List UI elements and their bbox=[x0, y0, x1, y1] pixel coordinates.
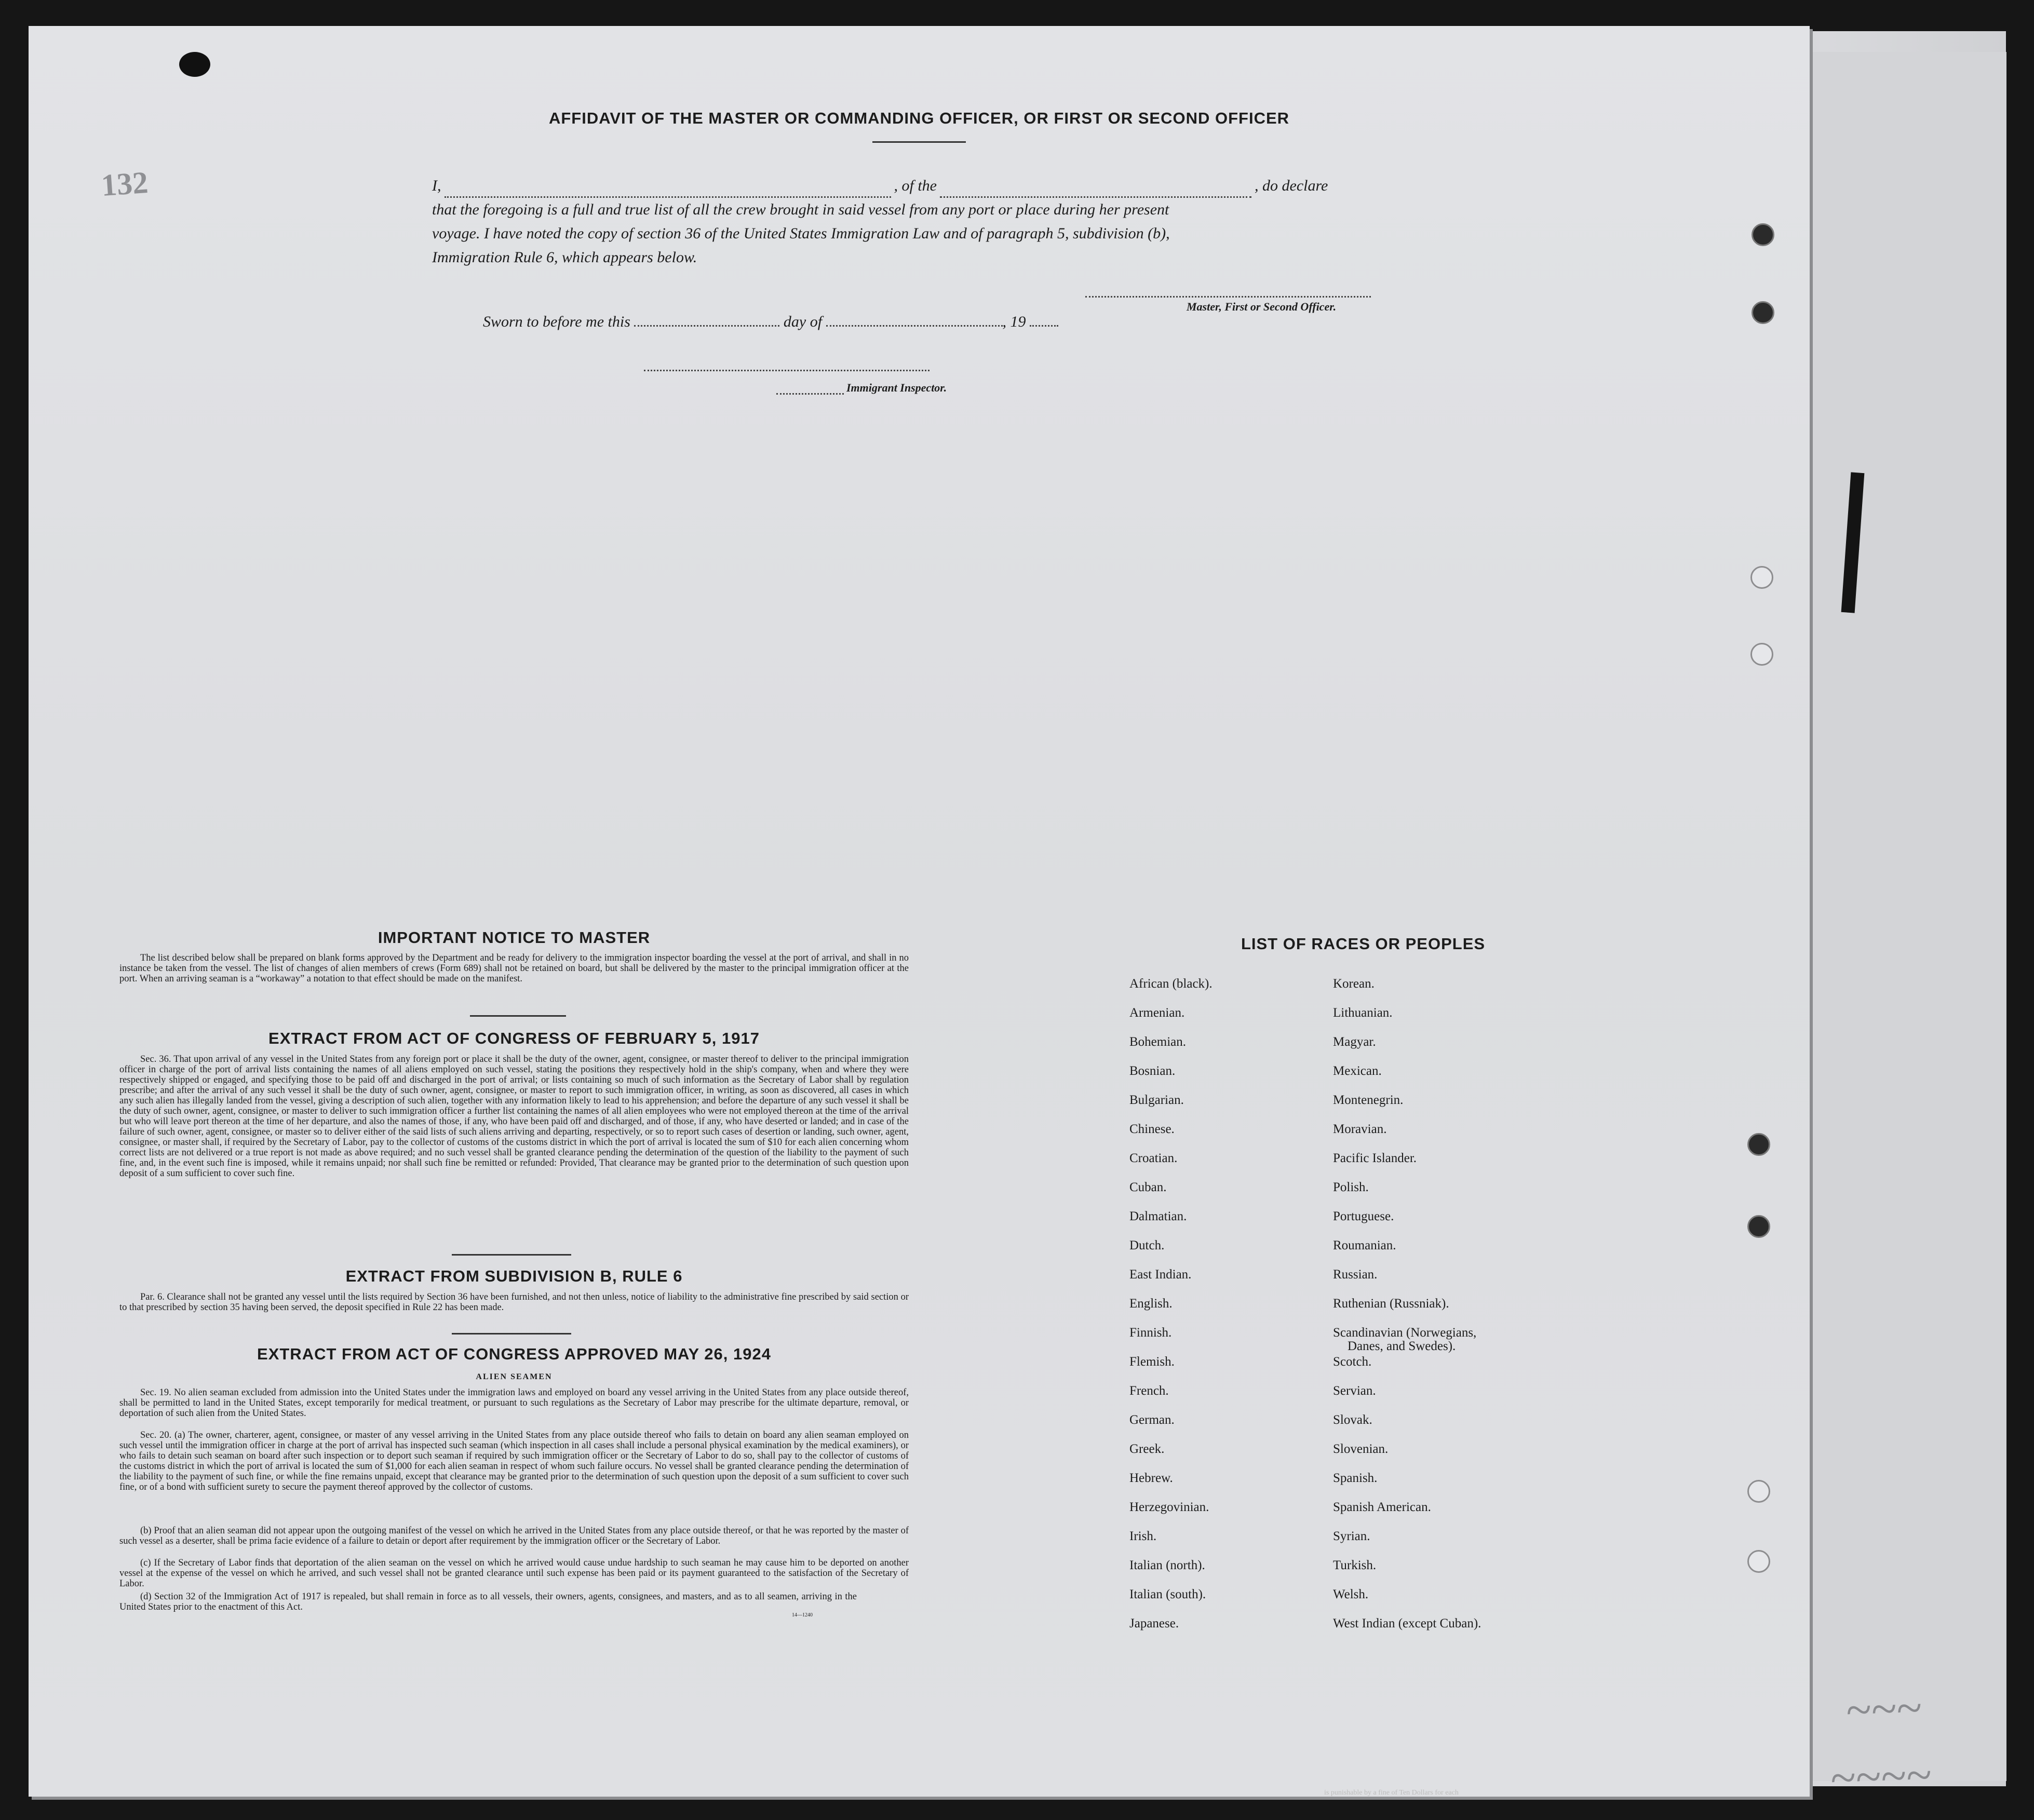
race-item: Mexican. bbox=[1333, 1064, 1382, 1078]
race-item: Dalmatian. bbox=[1129, 1209, 1187, 1223]
sworn-month-field[interactable] bbox=[826, 325, 1003, 327]
race-item: Greek. bbox=[1129, 1442, 1165, 1456]
punch-hole bbox=[1750, 566, 1773, 589]
notice-title: IMPORTANT NOTICE TO MASTER bbox=[378, 928, 651, 947]
race-item: Bosnian. bbox=[1129, 1064, 1176, 1078]
affidavit-line-3: voyage. I have noted the copy of section 36 of the United States Immigration Law and of paragraph 5, subdivision (b), bbox=[432, 225, 1170, 242]
race-item: Polish. bbox=[1333, 1180, 1369, 1194]
extract-1917-title: EXTRACT FROM ACT OF CONGRESS OF FEBRUARY 5, 1917 bbox=[268, 1029, 760, 1047]
extract-1917-text: Sec. 36. That upon arrival of any vessel in the United States from any foreign port or place it shall be the duty of the owner, agent, consignee, or master thereof to deliver to the principal immigration officer in charge of the port of arrival lists containing the names of all aliens employed on such vessel, stating the positions they respectively hold in the ship's company, when and where they were respectively shipped or engaged, and specifying those to be paid off and discharged in the port of arrival; or lists containing so much of such information as the Secretary of Labor shall by regulation prescribe; and after the arrival of any such vessel it shall be the duty of such owner, agent, consignee, or master to report to such immigration officer, in writing, as soon as discovered, all cases in which any such alien has illegally landed from the vessel, giving a description of such alien, together with any information likely to lead to his apprehension; and before the departure of any such vessel it shall be the duty of such owner, agent, consignee, or master to deliver to such immigration officer a further list containing the names of all alien employees who were not employed thereon at the time of the arrival but who will leave port thereon at the time of her departure, and also the names of those, if any, who have been paid off and discharged, and of those, if any, who have deserted or landed; and in case of the failure of such owner, agent, consignee, or master so to deliver either of the said lists of such aliens arriving and departing, respectively, or so to report such cases of desertion or landing, such owner, agent, consignee, or master shall, if required by the Secretary of Labor, pay to the collector of customs of the customs district in which the port of arrival is located the sum of $10 for each alien concerning whom correct lists are not delivered or a true report is not made as above required; and no such vessel shall be granted clearance pending the determination of the question of the liability to the payment of such fine, and, in the event such fine is imposed, while it remains unpaid; nor shall such fine be remitted or refunded: Provided, That clearance may be granted prior to the determination of such question upon deposit of a sum sufficient to cover such fine. bbox=[119, 1054, 909, 1179]
punch-hole bbox=[1750, 643, 1773, 666]
sec20c-text: (c) If the Secretary of Labor finds that deportation of the alien seaman on the vessel on which he arrived would cause undue hardship to such seaman he may cause him to be deported on another vessel at the expense of the vessel on which he arrived, and such vessel shall not be granted clearance until such expense has been paid or its payment guaranteed to the satisfaction of the Secretary of Labor. bbox=[119, 1558, 909, 1589]
year-label: , 19 bbox=[1002, 313, 1026, 330]
race-item: Chinese. bbox=[1129, 1122, 1175, 1136]
rule6-text: Par. 6. Clearance shall not be granted any vessel until the lists required by Section 36 have been furnished, and not then unless, notice of liability to the administrative fine prescribed by said section or to that prescribed by section 35 having been served, the deposit specified in Rule 22 has been made. bbox=[119, 1292, 909, 1313]
race-item: Irish. bbox=[1129, 1529, 1157, 1543]
race-item: English. bbox=[1129, 1297, 1173, 1311]
race-item: Flemish. bbox=[1129, 1355, 1175, 1369]
race-item: Slovak. bbox=[1333, 1413, 1372, 1427]
race-item: Scandinavian (Norwegians, bbox=[1333, 1326, 1477, 1340]
race-item: Montenegrin. bbox=[1333, 1093, 1404, 1107]
inspector-caption: Immigrant Inspector. bbox=[846, 381, 947, 394]
inspector-prefix-line bbox=[776, 393, 844, 395]
races-title: LIST OF RACES OR PEOPLES bbox=[1241, 935, 1486, 953]
sec20a-text: Sec. 20. (a) The owner, charterer, agent, consignee, or master of any vessel arriving in the United States from any place outside thereof who fails to detain on board any alien seaman employed on such vessel until the immigration officer in charge at the port of arrival has inspected such seaman (which inspection in all cases shall include a personal physical examination by the medical examiners), or who fails to detain such seaman on board after such inspection or to deport such seaman if required by such immigration officer or the Secretary of Labor to do so, shall pay to the collector of customs of the customs district in which the port of arrival is located the sum of $1,000 for each alien seaman in respect of whom such failure occurs. No vessel shall be granted clearance pending the determination of the liability to the payment of such fine, or while the fine remains unpaid, except that clearance may be granted prior to the determination of such question upon the deposit of a sum sufficient to cover such fine, or of a bond with sufficient surety to secure the payment thereof approved by the collector of customs. bbox=[119, 1430, 909, 1492]
race-item: Russian. bbox=[1333, 1268, 1378, 1282]
race-item: Roumanian. bbox=[1333, 1238, 1396, 1252]
affidavit-of-the-label: , of the bbox=[894, 177, 937, 194]
rule6-title: EXTRACT FROM SUBDIVISION B, RULE 6 bbox=[345, 1267, 683, 1285]
section-rule-2 bbox=[452, 1254, 571, 1256]
master-caption: Master, First or Second Officer. bbox=[1187, 300, 1337, 313]
punch-hole bbox=[1752, 301, 1774, 324]
race-item: Danes, and Swedes). bbox=[1348, 1339, 1456, 1353]
section-rule-1 bbox=[470, 1015, 566, 1017]
race-item: German. bbox=[1129, 1413, 1175, 1427]
race-item: Italian (north). bbox=[1129, 1558, 1205, 1572]
punch-hole bbox=[1747, 1480, 1770, 1503]
affidavit-body bbox=[432, 174, 1445, 269]
race-item: Ruthenian (Russniak). bbox=[1333, 1297, 1449, 1311]
race-item: Moravian. bbox=[1333, 1122, 1387, 1136]
margin-number: 132 bbox=[100, 165, 150, 203]
race-item: Cuban. bbox=[1129, 1180, 1167, 1194]
affidavit-i-label: I, bbox=[432, 177, 441, 194]
race-item: Croatian. bbox=[1129, 1151, 1178, 1165]
ink-blot bbox=[179, 52, 210, 77]
sworn-day-field[interactable] bbox=[634, 325, 779, 327]
affidavit-title: AFFIDAVIT OF THE MASTER OR COMMANDING OFFICER, OR FIRST OR SECOND OFFICER bbox=[548, 109, 1290, 127]
race-item: Bulgarian. bbox=[1129, 1093, 1184, 1107]
form-number: 14—1240 bbox=[792, 1612, 813, 1618]
inspector-signature-line[interactable] bbox=[644, 370, 930, 371]
race-item: Japanese. bbox=[1129, 1616, 1179, 1630]
race-item: Spanish American. bbox=[1333, 1500, 1431, 1514]
bleed-through-heading bbox=[361, 78, 1555, 99]
race-item: Magyar. bbox=[1333, 1035, 1376, 1049]
punch-hole bbox=[1747, 1550, 1770, 1573]
race-item: Scotch. bbox=[1333, 1355, 1372, 1369]
race-item: Italian (south). bbox=[1129, 1587, 1206, 1601]
race-item: Hebrew. bbox=[1129, 1471, 1173, 1485]
race-item: Finnish. bbox=[1129, 1326, 1172, 1340]
alien-seamen-subtitle: ALIEN SEAMEN bbox=[476, 1372, 553, 1381]
notice-text: The list described below shall be prepared on blank forms approved by the Department and be ready for delivery to the immigration inspector boarding the vessel at the port of arrival, and shall in no instance be taken from the vessel. The list of changes of alien members of crews (Form 689) shall not be retained on board, but shall be delivered by the master to the principal immigration officer at the port. When an arriving seaman is a “workaway” a notation to that effect should be made on the manifest. bbox=[119, 953, 909, 984]
race-item: Dutch. bbox=[1129, 1238, 1165, 1252]
race-item: Syrian. bbox=[1333, 1529, 1370, 1543]
sec20b-text: (b) Proof that an alien seaman did not appear upon the outgoing manifest of the vessel on which he arrived in the United States from any place outside thereof, or that he was reported by the master of such vessel as a deserter, shall be prima facie evidence of a failure to detain or deport after requirement by the immigration officer or the Secretary of Labor. bbox=[119, 1526, 909, 1546]
sec19-text: Sec. 19. No alien seaman excluded from admission into the United States under the immigration laws and employed on board any vessel arriving in the United States from any place outside thereof, shall be permitted to land in the United States, except temporarily for medical treatment, or pursuant to such regulations as the Secretary of Labor may prescribe for the ultimate departure, removal, or deportation of such alien from the United States. bbox=[119, 1387, 909, 1419]
punch-hole bbox=[1747, 1133, 1770, 1156]
underlying-sheet-edge: ~~~ ~~~~ bbox=[1786, 52, 2006, 1781]
sworn-year-field[interactable] bbox=[1030, 325, 1058, 327]
punch-hole bbox=[1747, 1215, 1770, 1238]
sworn-line bbox=[483, 313, 1058, 331]
race-item: Pacific Islander. bbox=[1333, 1151, 1417, 1165]
race-item: Armenian. bbox=[1129, 1006, 1185, 1020]
sworn-label: Sworn to before me this bbox=[483, 313, 630, 330]
extract-1924-title: EXTRACT FROM ACT OF CONGRESS APPROVED MAY 26, 1924 bbox=[257, 1345, 771, 1363]
race-item: Slovenian. bbox=[1333, 1442, 1389, 1456]
race-item: Lithuanian. bbox=[1333, 1006, 1393, 1020]
sec20d-text: (d) Section 32 of the Immigration Act of 1917 is repealed, but shall remain in force as to all vessels, their owners, agents, consignees, and masters, and as to all seamen, arriving in the United States prior to the enactment of this Act. bbox=[119, 1592, 857, 1612]
race-item: East Indian. bbox=[1129, 1268, 1192, 1282]
affidavit-line-2: that the foregoing is a full and true list of all the crew brought in said vessel from any port or place during her present bbox=[432, 201, 1169, 218]
race-item: Turkish. bbox=[1333, 1558, 1377, 1572]
race-item: French. bbox=[1129, 1384, 1169, 1398]
race-item: African (black). bbox=[1129, 977, 1213, 991]
document-page bbox=[29, 26, 1810, 1797]
race-item: Korean. bbox=[1333, 977, 1375, 991]
master-signature-line[interactable] bbox=[1085, 296, 1371, 298]
race-item: Welsh. bbox=[1333, 1587, 1369, 1601]
race-item: Herzegovinian. bbox=[1129, 1500, 1209, 1514]
race-item: Servian. bbox=[1333, 1384, 1376, 1398]
punch-hole bbox=[1752, 223, 1774, 246]
race-item: Portuguese. bbox=[1333, 1209, 1394, 1223]
race-item: Spanish. bbox=[1333, 1471, 1378, 1485]
day-of-label: day of bbox=[783, 313, 823, 330]
race-item: West Indian (except Cuban). bbox=[1333, 1616, 1481, 1630]
section-rule-3 bbox=[452, 1333, 571, 1334]
title-rule bbox=[872, 141, 966, 143]
bottom-fragment: is punishable by a fine of Ten Dollars for each bbox=[1324, 1789, 1459, 1797]
affidavit-line-4: Immigration Rule 6, which appears below. bbox=[432, 249, 697, 266]
affidavit-declare-label: , do declare bbox=[1255, 177, 1328, 194]
race-item: Bohemian. bbox=[1129, 1035, 1187, 1049]
